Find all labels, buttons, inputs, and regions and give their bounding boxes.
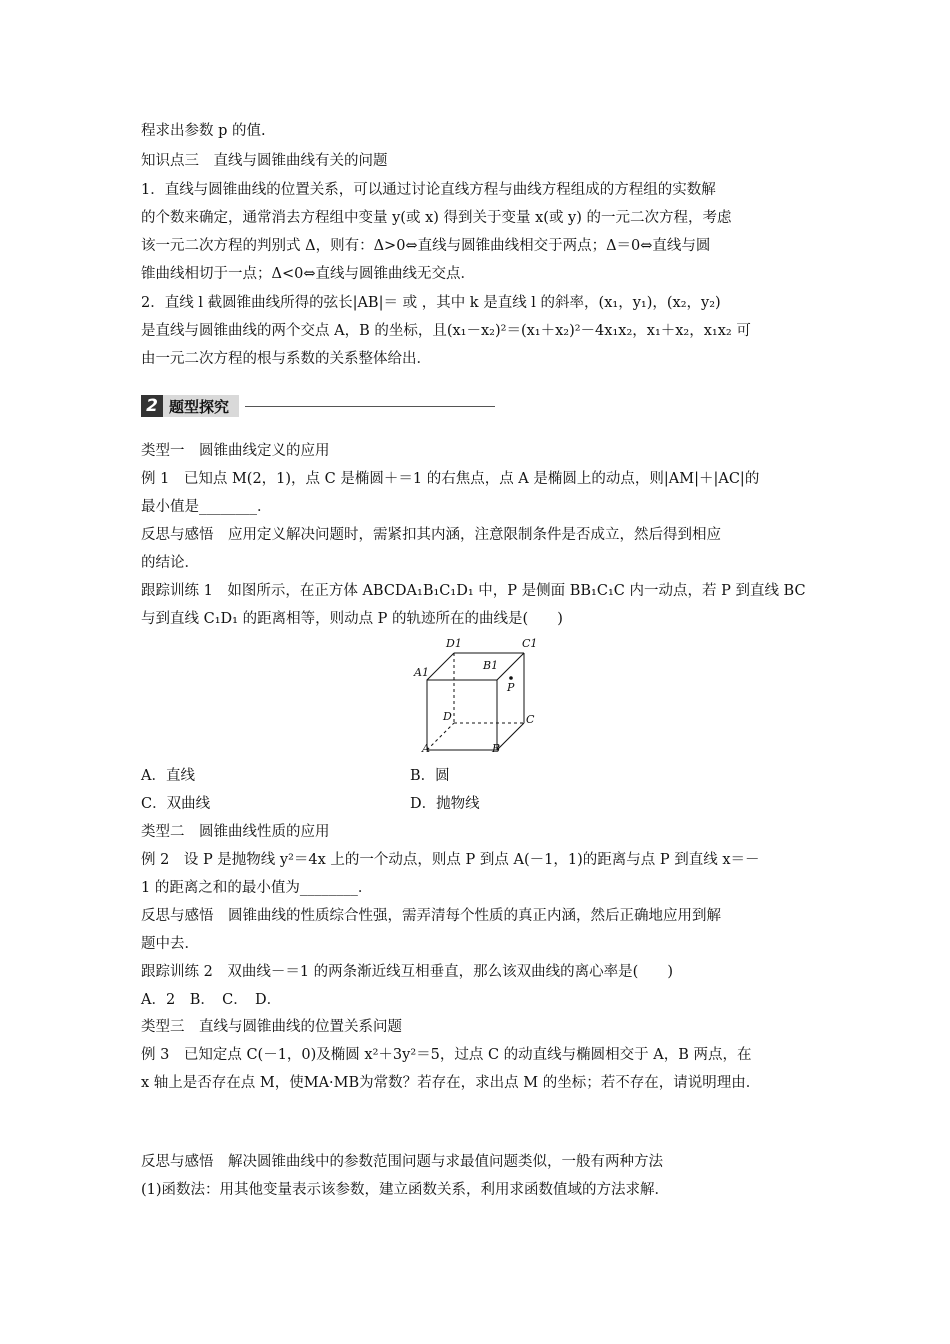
- section-header: [141, 394, 495, 418]
- vertex-label-a1: A1: [414, 666, 429, 679]
- option-c: C．双曲线: [141, 796, 211, 812]
- vertex-label-p: P: [507, 681, 515, 694]
- vertex-label-a: A: [422, 742, 430, 755]
- reflection: 反思与感悟 圆锥曲线的性质综合性强，需弄清每个性质的真正内涵，然后正确地应用到解: [141, 908, 721, 924]
- example-2: 例 2 设 P 是抛物线 y²＝4x 上的一个动点，则点 P 到点 A(－1，1)的距离与点 P 到直线 x＝－: [141, 852, 760, 868]
- vertex-label-d1: D1: [446, 637, 462, 650]
- section-divider: [245, 406, 495, 407]
- section-number: 2: [141, 395, 163, 417]
- example-3: 例 3 已知定点 C(－1，0)及椭圆 x²＋3y²＝5，过点 C 的动直线与椭圆相交于 A，B 两点，在: [141, 1047, 752, 1063]
- reflection: 反思与感悟 应用定义解决问题时，需紧扣其内涵，注意限制条件是否成立，然后得到相应: [141, 527, 721, 543]
- text-line: 1．直线与圆锥曲线的位置关系，可以通过讨论直线方程与曲线方程组成的方程组的实数解: [141, 182, 716, 198]
- text-line: 的个数来确定，通常消去方程组中变量 y(或 x) 得到关于变量 x(或 y) 的一元二次方程，考虑: [141, 210, 732, 226]
- text-line: (1)函数法：用其他变量表示该参数，建立函数关系，利用求函数值域的方法求解．: [141, 1182, 670, 1198]
- text-line: x 轴上是否存在点 M，使MA·MB为常数？若存在，求出点 M 的坐标；若不存在，请说明理由．: [141, 1075, 761, 1091]
- vertex-label-d: D: [443, 710, 452, 723]
- text-line: 2．直线 l 截圆锥曲线所得的弦长|AB|＝ 或 ，其中 k 是直线 l 的斜率，(x₁，y₁)，(x₂，y₂): [141, 295, 721, 311]
- text-line: 最小值是________．: [141, 499, 272, 515]
- reflection: 反思与感悟 解决圆锥曲线中的参数范围问题与求最值问题类似，一般有两种方法: [141, 1154, 663, 1170]
- option-a: A．直线: [141, 768, 195, 784]
- vertex-label-b1: B1: [483, 659, 499, 672]
- text-line: 程求出参数 p 的值.: [141, 123, 266, 139]
- text-line: 该一元二次方程的判别式 Δ，则有：Δ>0⇔直线与圆锥曲线相交于两点；Δ＝0⇔直线与圆: [141, 238, 711, 254]
- text-line: 的结论．: [141, 555, 199, 571]
- option-b: B．圆: [410, 768, 450, 784]
- vertex-label-c1: C1: [522, 637, 538, 650]
- type-heading: 类型三 直线与圆锥曲线的位置关系问题: [141, 1019, 402, 1035]
- example-1: 例 1 已知点 M(2，1)，点 C 是椭圆＋＝1 的右焦点，点 A 是椭圆上的动点，则|AM|＋|AC|的: [141, 471, 760, 487]
- vertex-label-c: C: [526, 713, 535, 726]
- vertex-label-b: B: [492, 742, 501, 755]
- text-line: 是直线与圆锥曲线的两个交点 A，B 的坐标，且(x₁－x₂)²＝(x₁＋x₂)²－4x₁x₂，x₁＋x₂，x₁x₂ 可: [141, 323, 751, 339]
- type-heading: 类型一 圆锥曲线定义的应用: [141, 443, 330, 459]
- exercise-1: 跟踪训练 1 如图所示，在正方体 ABCDA₁B₁C₁D₁ 中，P 是侧面 BB₁C₁C 内一动点，若 P 到直线 BC: [141, 583, 806, 599]
- option-d: D．抛物线: [410, 796, 480, 812]
- knowledge-heading: 知识点三 直线与圆锥曲线有关的问题: [141, 153, 388, 169]
- options-line: A．2 B． C． D．: [141, 992, 282, 1008]
- text-line: 题中去．: [141, 936, 199, 952]
- exercise-2: 跟踪训练 2 双曲线－＝1 的两条渐近线互相垂直，那么该双曲线的离心率是( ): [141, 964, 673, 980]
- cube-figure: [410, 636, 540, 756]
- text-line: 锥曲线相切于一点；Δ<0⇔直线与圆锥曲线无交点．: [141, 266, 475, 282]
- type-heading: 类型二 圆锥曲线性质的应用: [141, 824, 330, 840]
- text-line: 与到直线 C₁D₁ 的距离相等，则动点 P 的轨迹所在的曲线是( ): [141, 611, 563, 627]
- text-line: 由一元二次方程的根与系数的关系整体给出．: [141, 351, 431, 367]
- text-line: 1 的距离之和的最小值为________．: [141, 880, 373, 896]
- section-title: 题型探究: [163, 395, 239, 417]
